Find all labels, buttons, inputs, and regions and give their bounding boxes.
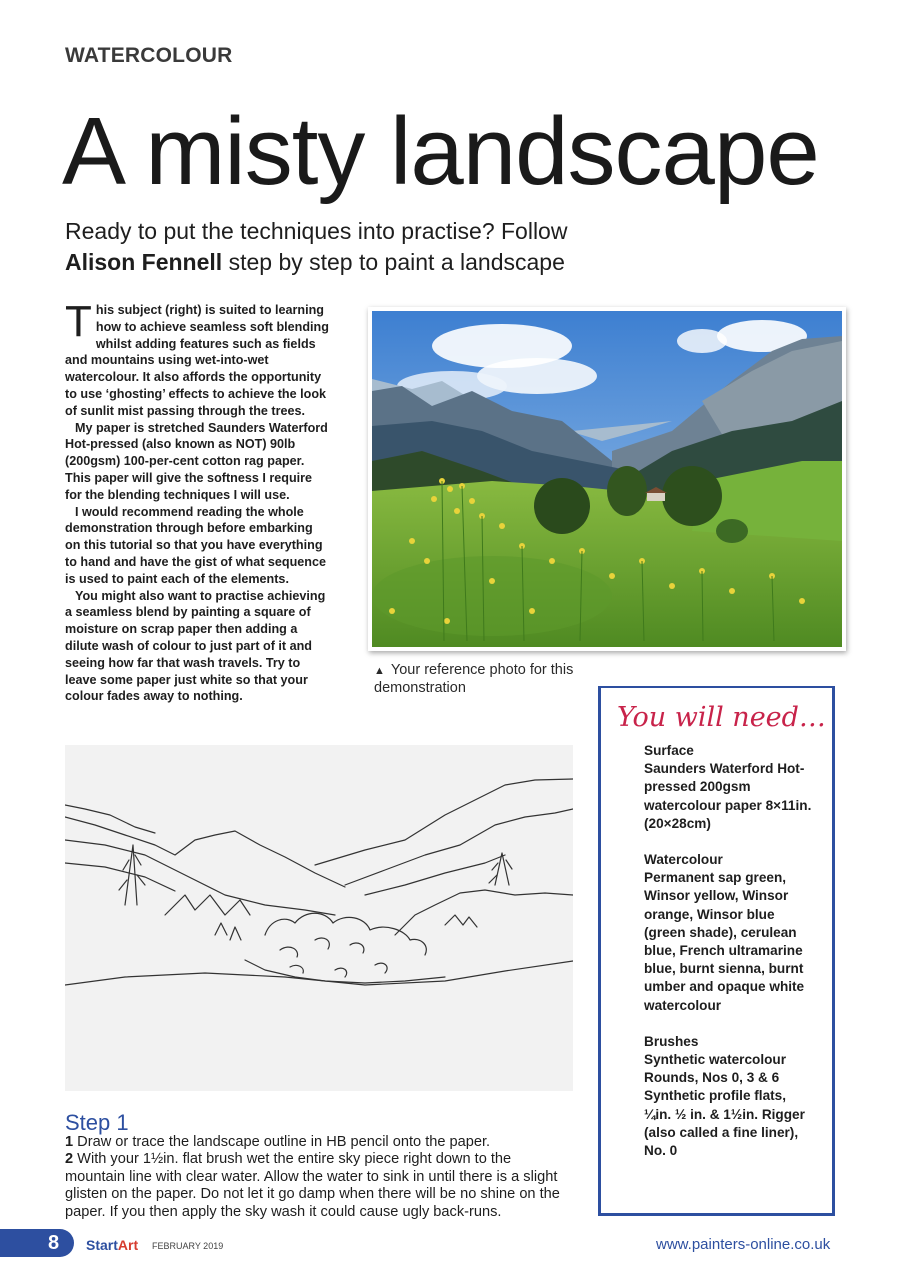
instruction-text: Draw or trace the landscape outline in HB pencil onto the paper. <box>73 1134 491 1150</box>
materials-text: Permanent sap green, Winsor yellow, Winsor orange, Winsor blue (green shade), cerulean blue, French ultramarine blue, burnt sienna, burnt umber and opaque white watercolour <box>644 870 805 1013</box>
materials-heading: Surface <box>644 743 694 758</box>
intro-paragraph-2: My paper is stretched Saunders Waterford Hot-pressed (also known as NOT) 90lb (200gsm) 100-per-cent cotton rag paper. This paper will give the softness I require for the blending techniques I will use. <box>65 420 328 502</box>
materials-text: Saunders Waterford Hot-pressed 200gsm watercolour paper 8×11in. (20×28cm) <box>644 761 812 831</box>
magazine-logo <box>86 1237 138 1253</box>
intro-text <box>65 297 329 705</box>
materials-text: Synthetic watercolour Rounds, Nos 0, 3 & 6 Synthetic profile flats, ¼in. ½ in. & 1½in. Rigger (also called a fine liner), No. 0 <box>644 1052 805 1159</box>
instruction-number: 2 <box>65 1151 74 1168</box>
standfirst-line-1: Ready to put the techniques into practise? Follow <box>65 218 568 244</box>
page-number: 8 <box>48 1232 60 1254</box>
materials-group-surface <box>644 742 814 833</box>
intro-paragraph-4: You might also want to practise achieving a seamless blend by painting a square of moisture on scrap paper then adding a dilute wash of colour to just part of it and seeing how far that wash travels. Try to leave some paper just white so that your colour fades away to nothing. <box>65 588 326 704</box>
materials-group-brushes <box>644 1033 814 1160</box>
reference-photo <box>368 307 846 651</box>
materials-group-watercolour <box>644 851 814 1015</box>
page-number-tab <box>0 1229 74 1257</box>
materials-heading: Brushes <box>644 1033 699 1049</box>
step1-sketch <box>65 745 573 1091</box>
reference-photo-image <box>372 311 842 647</box>
materials-list <box>644 742 814 1178</box>
section-label: WATERCOLOUR <box>65 44 233 67</box>
step1-instruction-1 <box>65 1134 575 1151</box>
drop-cap: T <box>65 297 92 346</box>
photo-caption <box>374 662 594 697</box>
step1-heading: Step 1 <box>65 1110 129 1135</box>
intro-paragraph-1 <box>65 297 329 420</box>
caption-triangle-icon: ▲ <box>374 665 385 677</box>
materials-heading: Watercolour <box>644 852 723 868</box>
instruction-text: With your 1½in. flat brush wet the entire sky piece right down to the mountain line with clear water. Allow the water to sink in until there is a slight glisten on the paper. Do not let it go damp when there will be no shine on the paper. If you then apply the sky wash it could cause ugly back-runs. <box>65 1151 560 1220</box>
issue-date: FEBRUARY 2019 <box>152 1241 224 1251</box>
intro-paragraph-1-text: his subject (right) is suited to learning how to achieve seamless soft blending whilst adding features such as fields and mountains using wet-into-wet watercolour. It also affords the opportunity to use ‘ghosting’ effects to achieve the look of sunlit mist passing through the trees. <box>65 303 329 418</box>
page-title: A misty landscape <box>62 98 819 205</box>
step1-instructions <box>65 1134 575 1221</box>
standfirst <box>65 216 665 278</box>
logo-start: Start <box>86 1237 118 1253</box>
you-will-need-title: You will need… <box>617 702 826 733</box>
step1-instruction-2 <box>65 1151 575 1221</box>
author-name: Alison Fennell <box>65 249 223 275</box>
standfirst-line-2 <box>65 247 665 278</box>
standfirst-rest: step by step to paint a landscape <box>222 249 565 275</box>
landscape-outline-drawing <box>65 745 573 1091</box>
website-link[interactable]: www.painters-online.co.uk <box>656 1236 831 1253</box>
logo-accent: Art <box>117 1237 139 1253</box>
instruction-number: 1 <box>65 1134 74 1150</box>
intro-paragraph-3: I would recommend reading the whole demonstration through before embarking on this tutorial so that you have everything to hand and have the gist of what sequence is used to paint each of the elements. <box>65 504 327 586</box>
you-will-need-box <box>598 686 835 1216</box>
photo-caption-text: Your reference photo for this demonstration <box>374 662 574 696</box>
